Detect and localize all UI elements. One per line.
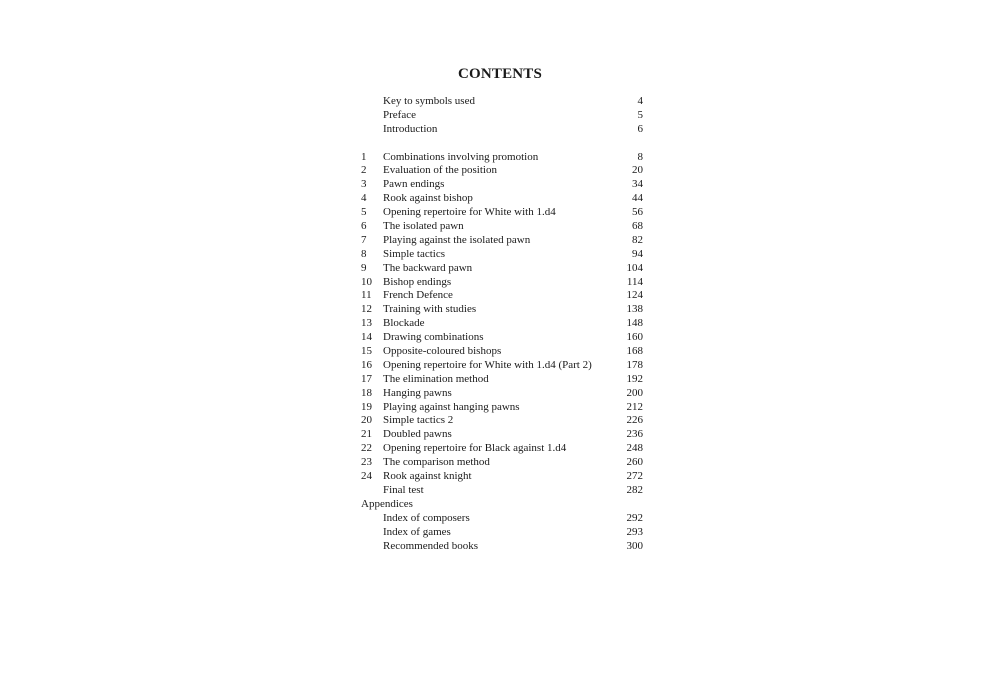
toc-entry	[361, 540, 643, 554]
entry-page: 4	[637, 95, 643, 107]
toc-entry	[361, 526, 643, 540]
chapter-number: 6	[361, 220, 367, 233]
toc-entry-chapter	[361, 345, 643, 359]
entry-page: 168	[626, 345, 643, 358]
entry-label: Opening repertoire for White with 1.d4	[383, 206, 556, 219]
entry-label: French Defence	[383, 289, 453, 302]
entry-label: Opposite-coloured bishops	[383, 345, 502, 358]
entry-label: Opening repertoire for Black against 1.d4	[383, 442, 567, 455]
entry-page: 68	[632, 220, 643, 233]
chapter-list	[361, 151, 643, 484]
toc-entry-chapter	[361, 317, 643, 331]
toc-entry-chapter	[361, 373, 643, 387]
toc-entry-chapter	[361, 442, 643, 456]
entry-label: Final test	[383, 483, 424, 496]
toc-entry-chapter	[361, 470, 643, 484]
entry-page: 200	[626, 386, 643, 399]
entry-page: 300	[626, 539, 643, 552]
chapter-number: 21	[361, 428, 372, 441]
toc-entry-chapter	[361, 164, 643, 178]
entry-page: 226	[626, 414, 643, 427]
entry-label: The comparison method	[383, 456, 490, 469]
toc-entry-chapter	[361, 220, 643, 234]
chapter-number: 19	[361, 400, 372, 413]
entry-page: 6	[637, 122, 643, 135]
chapter-number: 9	[361, 261, 367, 274]
entry-page: 260	[626, 456, 643, 469]
chapter-number: 18	[361, 386, 372, 399]
entry-label: Pawn endings	[383, 178, 445, 191]
toc-entry-chapter	[361, 428, 643, 442]
toc-entry	[361, 512, 643, 526]
entry-page: 293	[626, 525, 643, 538]
toc-entry-chapter	[361, 401, 643, 415]
toc-entry-chapter	[361, 276, 643, 290]
chapter-number: 24	[361, 470, 372, 483]
entry-page: 20	[632, 164, 643, 177]
entry-page: 272	[626, 470, 643, 483]
entry-page: 212	[626, 400, 643, 413]
entry-page: 236	[626, 428, 643, 441]
chapter-number: 2	[361, 164, 367, 177]
entry-label: Playing against the isolated pawn	[383, 233, 531, 246]
appendices-list	[361, 512, 643, 554]
entry-label: Simple tactics 2	[383, 414, 454, 427]
chapter-number: 5	[361, 206, 367, 219]
entry-page: 44	[632, 192, 643, 205]
entry-label: The backward pawn	[383, 261, 473, 274]
entry-label: The isolated pawn	[383, 220, 464, 233]
toc-entry-chapter	[361, 234, 643, 248]
chapter-number: 17	[361, 372, 372, 385]
entry-page: 148	[626, 317, 643, 330]
entry-label: Opening repertoire for White with 1.d4 (Part 2)	[383, 358, 592, 371]
entry-label: Introduction	[383, 122, 438, 135]
section-label: Appendices	[361, 497, 413, 510]
chapter-number: 11	[361, 289, 372, 302]
toc-entry-chapter	[361, 331, 643, 345]
entry-label: Playing against hanging pawns	[383, 400, 520, 413]
toc-entry-final-test	[361, 484, 643, 498]
chapter-number: 8	[361, 247, 367, 260]
entry-label: Bishop endings	[383, 275, 452, 288]
entry-label: Doubled pawns	[383, 428, 452, 441]
entry-label: Recommended books	[383, 539, 479, 552]
toc-entry-chapter	[361, 289, 643, 303]
entry-label: Drawing combinations	[383, 331, 484, 344]
entry-label: Training with studies	[383, 303, 477, 316]
chapter-number: 3	[361, 178, 367, 191]
chapter-number: 15	[361, 345, 372, 358]
toc-entry-chapter	[361, 262, 643, 276]
toc-entry	[361, 109, 643, 123]
entry-label: Simple tactics	[383, 247, 446, 260]
chapter-number: 10	[361, 275, 372, 288]
chapter-number: 4	[361, 192, 367, 205]
entry-page: 94	[632, 247, 643, 260]
entry-page: 34	[632, 178, 643, 191]
entry-page: 8	[637, 150, 643, 163]
toc-entry-chapter	[361, 414, 643, 428]
chapter-number: 14	[361, 331, 372, 344]
toc-entry-chapter	[361, 359, 643, 373]
toc-entry-chapter	[361, 387, 643, 401]
toc-entry-chapter	[361, 456, 643, 470]
table-of-contents	[361, 95, 643, 553]
entry-page: 114	[626, 275, 643, 288]
entry-page: 178	[626, 358, 643, 371]
front-matter-list	[361, 95, 643, 137]
entry-page: 248	[626, 442, 643, 455]
entry-page: 160	[626, 331, 643, 344]
toc-entry-chapter	[361, 178, 643, 192]
toc-entry-chapter	[361, 248, 643, 262]
entry-label: Hanging pawns	[383, 386, 452, 399]
entry-page: 282	[626, 483, 643, 496]
page-title: CONTENTS	[457, 66, 543, 82]
toc-entry	[361, 95, 643, 109]
entry-label: Preface	[383, 108, 416, 121]
entry-page: 5	[637, 108, 643, 121]
spacer	[361, 137, 643, 151]
chapter-number: 20	[361, 414, 372, 427]
entry-page: 82	[632, 233, 643, 246]
entry-page: 124	[626, 289, 643, 302]
entry-label: Rook against bishop	[383, 192, 473, 205]
entry-label: Key to symbols used	[383, 95, 475, 107]
chapter-number: 12	[361, 303, 372, 316]
entry-label: Evaluation of the position	[383, 164, 497, 177]
appendices-heading	[361, 498, 643, 512]
chapter-number: 16	[361, 358, 372, 371]
chapter-number: 22	[361, 442, 372, 455]
toc-entry-chapter	[361, 151, 643, 165]
entry-label: Combinations involving promotion	[383, 150, 539, 163]
entry-label: Index of composers	[383, 511, 470, 524]
entry-page: 138	[626, 303, 643, 316]
entry-page: 192	[626, 372, 643, 385]
toc-entry	[361, 123, 643, 137]
chapter-number: 23	[361, 456, 372, 469]
entry-label: Index of games	[383, 525, 451, 538]
entry-page: 292	[626, 511, 643, 524]
entry-page: 104	[626, 261, 643, 274]
chapter-number: 13	[361, 317, 372, 330]
chapter-number: 1	[361, 150, 367, 163]
toc-entry-chapter	[361, 206, 643, 220]
toc-entry-chapter	[361, 192, 643, 206]
entry-label: The elimination method	[383, 372, 489, 385]
toc-entry-chapter	[361, 303, 643, 317]
entry-label: Blockade	[383, 317, 425, 330]
entry-label: Rook against knight	[383, 470, 472, 483]
entry-page: 56	[632, 206, 643, 219]
chapter-number: 7	[361, 233, 367, 246]
